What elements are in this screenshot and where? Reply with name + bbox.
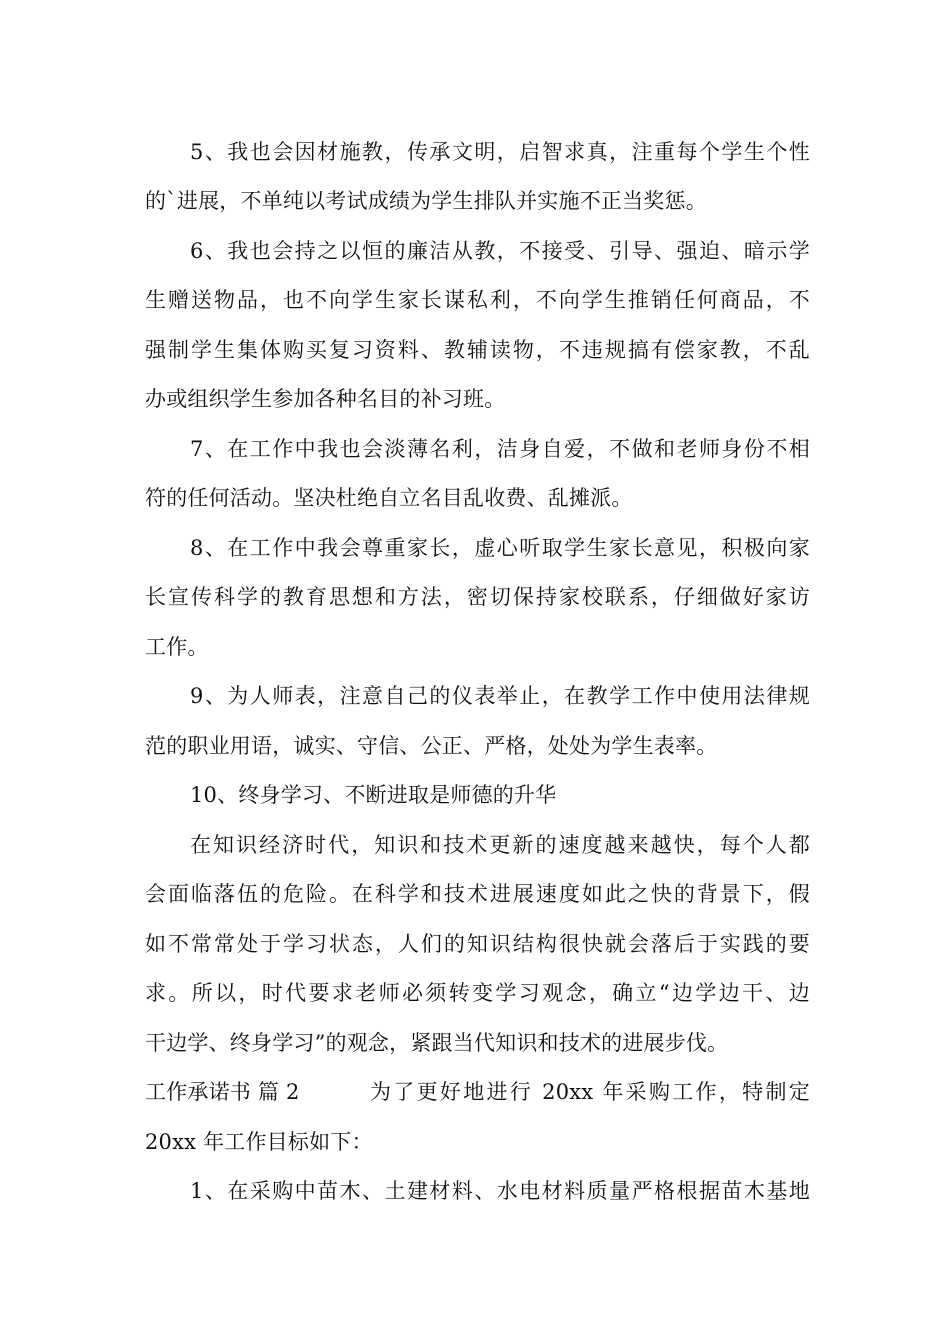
paragraph-line: 干边学、终身学习”的观念，紧跟当代知识和技术的进展步伐。 xyxy=(145,1031,729,1055)
paragraph-line: 范的职业用语，诚实、守信、公正、严格，处处为学生表率。 xyxy=(145,734,718,758)
paragraph-line: 强制学生集体购买复习资料、教辅读物，不违规搞有偿家教，不乱 xyxy=(145,338,810,362)
paragraph-line: 1、在采购中苗木、土建材料、水电材料质量严格根据苗木基地 xyxy=(190,1179,810,1203)
paragraph-line: 为了更好地进行 20xx 年采购工作，特制定 xyxy=(370,1080,810,1104)
paragraph-line: 8、在工作中我会尊重家长，虚心听取学生家长意见，积极向家 xyxy=(190,536,810,560)
paragraph-line: 的`进展，不单纯以考试成绩为学生排队并实施不正当奖惩。 xyxy=(145,189,707,213)
paragraph-line: 办或组织学生参加各种名目的补习班。 xyxy=(145,387,506,411)
doc-section-title: 工作承诺书 篇 2 xyxy=(145,1080,300,1104)
paragraph-line: 在知识经济时代，知识和技术更新的速度越来越快，每个人都 xyxy=(190,833,810,857)
paragraph-line: 求。所以，时代要求老师必须转变学习观念，确立“边学边干、边 xyxy=(145,981,810,1005)
paragraph-line: 长宣传科学的教育思想和方法，密切保持家校联系，仔细做好家访 xyxy=(145,585,810,609)
paragraph-line: 20xx 年工作目标如下： xyxy=(145,1130,373,1154)
paragraph-line: 6、我也会持之以恒的廉洁从教，不接受、引导、强迫、暗示学 xyxy=(190,239,810,263)
paragraph-line: 符的任何活动。坚决杜绝自立名目乱收费、乱摊派。 xyxy=(145,486,633,510)
paragraph-line: 如不常常处于学习状态，人们的知识结构很快就会落后于实践的要 xyxy=(145,932,810,956)
paragraph-line: 5、我也会因材施教，传承文明，启智求真，注重每个学生个性 xyxy=(190,140,810,164)
paragraph-line: 9、为人师表，注意自己的仪表举止，在教学工作中使用法律规 xyxy=(190,684,810,708)
paragraph-line: 工作。 xyxy=(145,635,209,659)
paragraph-line: 7、在工作中我也会淡薄名利，洁身自爱，不做和老师身份不相 xyxy=(190,437,810,461)
paragraph-line: 生赠送物品，也不向学生家长谋私利，不向学生推销任何商品，不 xyxy=(145,288,810,312)
paragraph-line: 会面临落伍的危险。在科学和技术进展速度如此之快的背景下，假 xyxy=(145,882,810,906)
section-heading: 10、终身学习、不断进取是师德的升华 xyxy=(190,783,557,807)
